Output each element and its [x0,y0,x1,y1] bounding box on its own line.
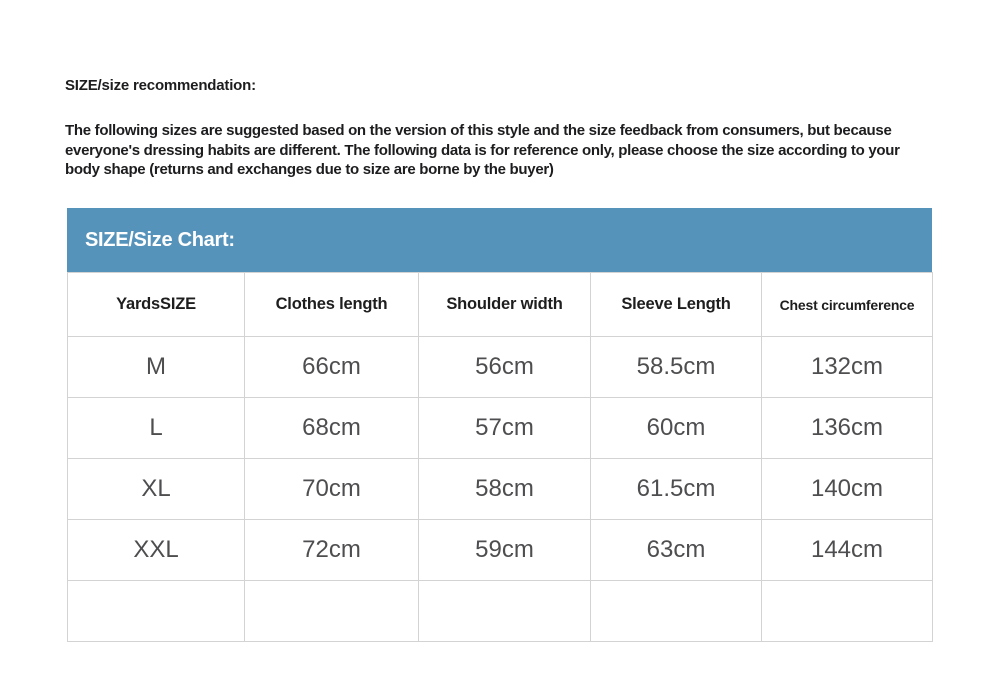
table-cell: 63cm [591,520,762,581]
table-header-row [68,273,933,337]
table-row-empty [68,581,933,642]
table-cell [762,581,933,642]
size-chart-title-bar [67,208,932,272]
table-cell: XXL [68,520,245,581]
table-cell: M [68,337,245,398]
table-cell: 66cm [245,337,419,398]
column-header-clothes-length: Clothes length [245,273,419,337]
table-cell [68,581,245,642]
table-cell: 58.5cm [591,337,762,398]
size-chart [67,208,932,642]
size-chart-title: SIZE/Size Chart: [85,228,235,251]
table-row [68,337,933,398]
column-header-chest-circumference: Chest circumference [762,273,933,337]
table-cell: 61.5cm [591,459,762,520]
table-cell [245,581,419,642]
size-chart-table [67,272,933,642]
table-cell: 132cm [762,337,933,398]
table-cell: 72cm [245,520,419,581]
size-recommendation-text: The following sizes are suggested based on the version of this style and the size feedback from consumers, but because everyone's dressing habits are different. The following data is for reference only, please choose the size according to your body shape (returns and exchanges due to size are borne by the buyer) [65,122,900,178]
table-cell: XL [68,459,245,520]
table-row [68,398,933,459]
table-cell [419,581,591,642]
table-cell: 136cm [762,398,933,459]
column-header-sleeve-length: Sleeve Length [591,273,762,337]
table-cell: 60cm [591,398,762,459]
table-cell: 68cm [245,398,419,459]
table-cell: 140cm [762,459,933,520]
column-header-shoulder-width: Shoulder width [419,273,591,337]
page-title: SIZE/size recommendation: [65,77,256,94]
table-row [68,520,933,581]
table-cell: L [68,398,245,459]
column-header-size: YardsSIZE [68,273,245,337]
table-cell [591,581,762,642]
table-row [68,459,933,520]
table-cell: 70cm [245,459,419,520]
table-cell: 58cm [419,459,591,520]
table-cell: 59cm [419,520,591,581]
table-cell: 57cm [419,398,591,459]
table-cell: 144cm [762,520,933,581]
table-cell: 56cm [419,337,591,398]
